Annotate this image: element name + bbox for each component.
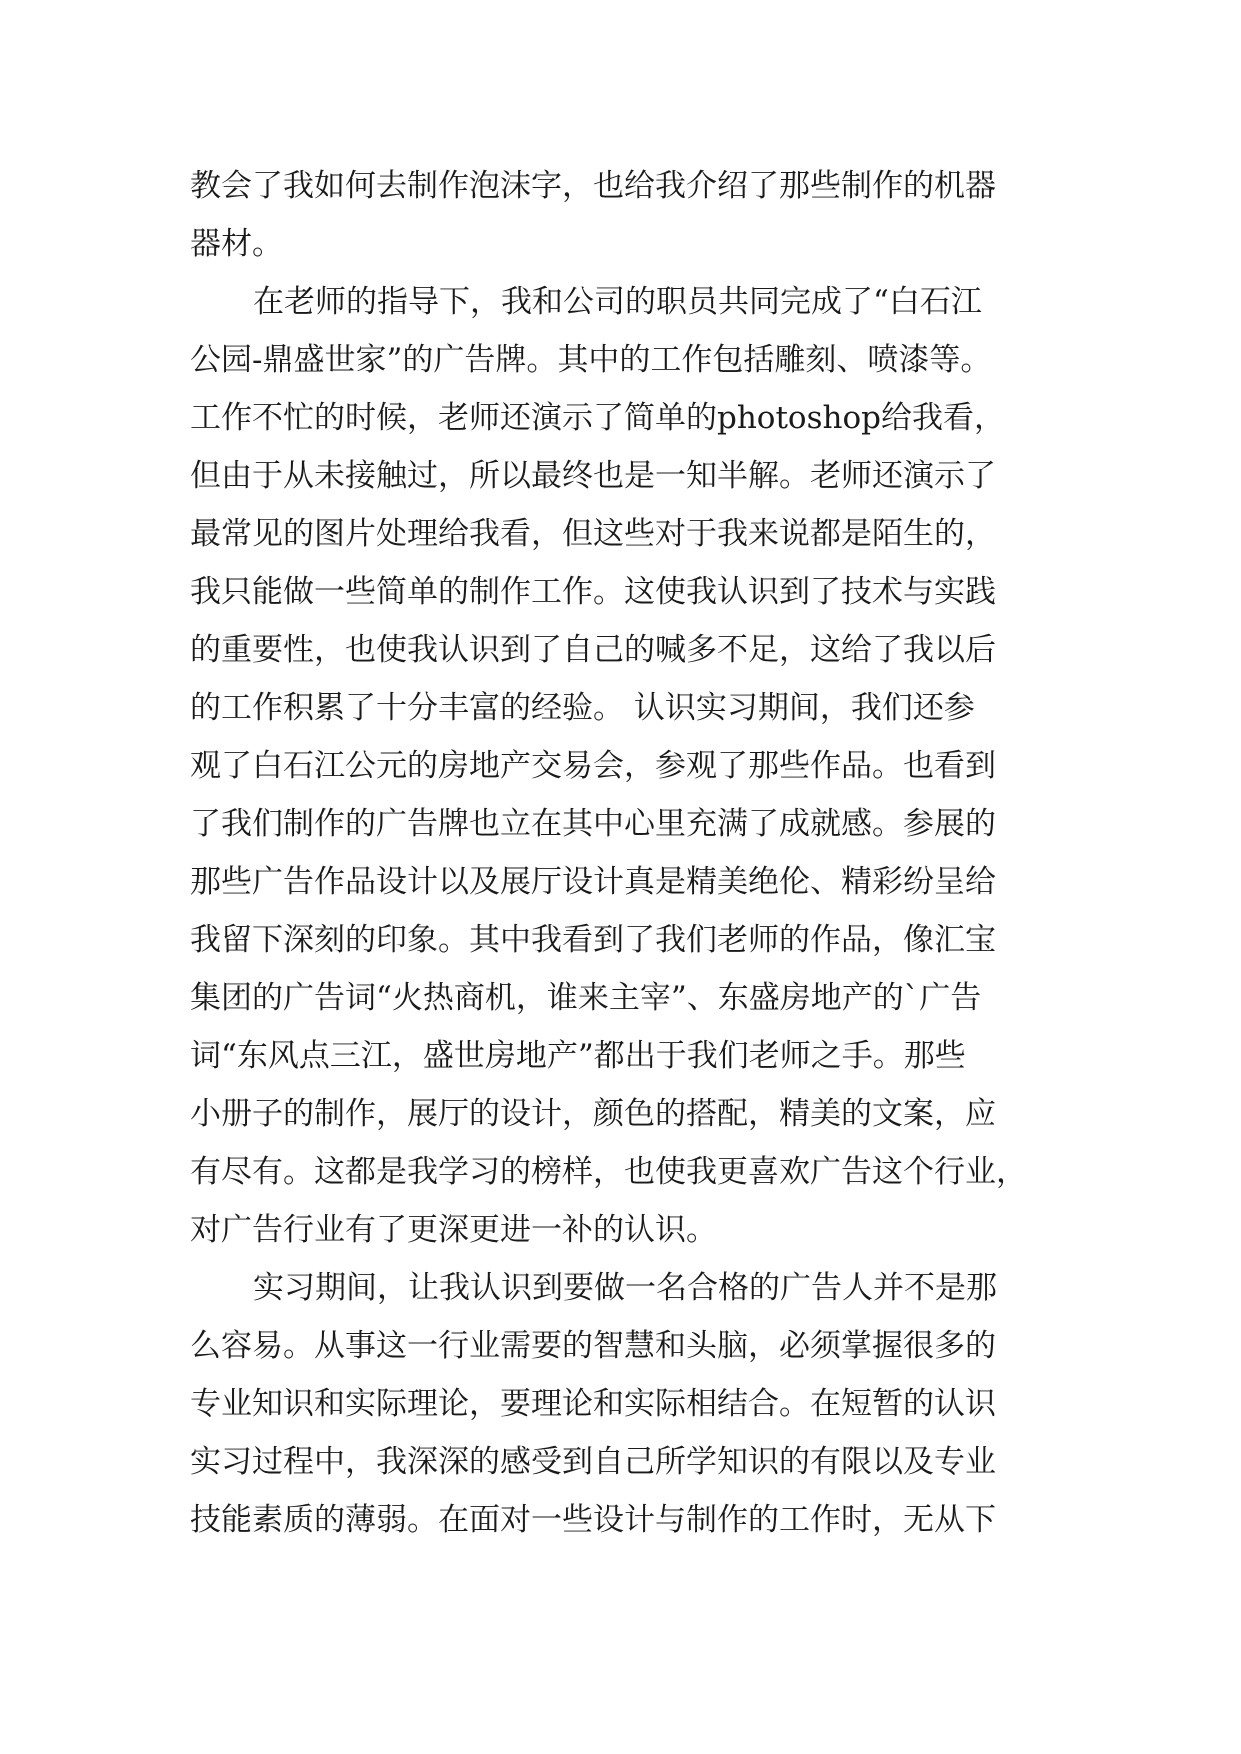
text-line: 实习过程中，我深深的感受到自己所学知识的有限以及专业: [190, 1444, 996, 1480]
text-line: 器材。: [190, 226, 283, 262]
text-line: 公园-鼎盛世家”的广告牌。其中的工作包括雕刻、喷漆等。: [190, 342, 992, 378]
text-line: 小册子的制作，展厅的设计，颜色的搭配，精美的文案，应: [190, 1096, 996, 1132]
text-line: 的重要性，也使我认识到了自己的喊多不足，这给了我以后: [190, 632, 996, 668]
text-line: 工作不忙的时候，老师还演示了简单的photoshop给我看，: [190, 400, 1005, 436]
text-line: 技能素质的薄弱。在面对一些设计与制作的工作时，无从下: [190, 1502, 996, 1538]
text-line: 了我们制作的广告牌也立在其中心里充满了成就感。参展的: [190, 806, 996, 842]
text-line: 集团的广告词“火热商机，谁来主宰”、东盛房地产的`广告: [190, 980, 982, 1016]
text-line: 教会了我如何去制作泡沫字，也给我介绍了那些制作的机器: [190, 168, 996, 204]
text-line: 我只能做一些简单的制作工作。这使我认识到了技术与实践: [190, 574, 996, 610]
paragraph-first-line: 实习期间，让我认识到要做一名合格的广告人并不是那: [253, 1270, 997, 1306]
text-line: 我留下深刻的印象。其中我看到了我们老师的作品，像汇宝: [190, 922, 996, 958]
text-line: 词“东风点三江，盛世房地产”都出于我们老师之手。那些: [190, 1038, 966, 1074]
text-line: 但由于从未接触过，所以最终也是一知半解。老师还演示了: [190, 458, 996, 494]
text-line: 那些广告作品设计以及展厅设计真是精美绝伦、精彩纷呈给: [190, 864, 996, 900]
text-line: 观了白石江公元的房地产交易会，参观了那些作品。也看到: [190, 748, 996, 784]
text-line: 的工作积累了十分丰富的经验。 认识实习期间，我们还参: [190, 690, 975, 726]
text-line: 有尽有。这都是我学习的榜样，也使我更喜欢广告这个行业，: [190, 1154, 1027, 1190]
text-line: 专业知识和实际理论，要理论和实际相结合。在短暂的认识: [190, 1386, 996, 1422]
text-line: 对广告行业有了更深更进一补的认识。: [190, 1212, 717, 1248]
text-line: 么容易。从事这一行业需要的智慧和头脑，必须掌握很多的: [190, 1328, 996, 1364]
paragraph-first-line: 在老师的指导下，我和公司的职员共同完成了“白石江: [253, 284, 982, 320]
text-line: 最常见的图片处理给我看，但这些对于我来说都是陌生的，: [190, 516, 996, 552]
